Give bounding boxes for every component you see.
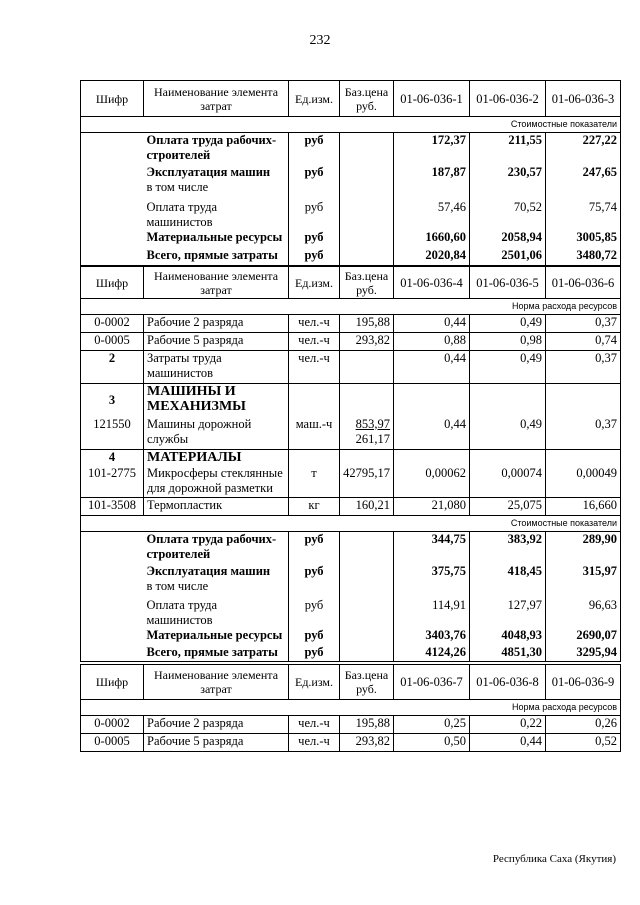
- row-value: 57,46: [394, 200, 470, 230]
- estimate-table-3: [80, 664, 621, 752]
- header-price: Баз.цена руб.: [340, 267, 394, 299]
- row-value: 127,97: [470, 598, 546, 628]
- row-value: 0,44: [394, 351, 470, 384]
- row-value: 0,37: [546, 315, 621, 333]
- row-name: Затраты труда машинистов: [144, 351, 289, 384]
- table-row: [81, 598, 621, 628]
- subheader-cost: Стоимостные показатели: [81, 516, 621, 532]
- row-value: 0,52: [546, 734, 621, 752]
- row-value: 0,49: [470, 315, 546, 333]
- table-row: [81, 230, 621, 248]
- row-name: в том числе: [146, 578, 209, 593]
- row-code: 121550: [81, 417, 144, 450]
- row-unit: руб: [289, 248, 340, 266]
- row-name: Термопластик: [144, 498, 289, 516]
- row-value: 4124,26: [394, 645, 470, 662]
- table-row: [81, 200, 621, 230]
- row-unit: маш.-ч: [289, 417, 340, 450]
- row-value: 2690,07: [546, 628, 621, 645]
- table-row: [81, 133, 621, 165]
- row-value: 70,52: [470, 200, 546, 230]
- row-value: 0,00074: [470, 466, 546, 498]
- row-unit: руб: [289, 564, 340, 579]
- table-row: [81, 564, 621, 579]
- row-code: 0-0005: [81, 734, 144, 752]
- row-name: Рабочие 5 разряда: [144, 333, 289, 351]
- row-price: 160,21: [340, 498, 394, 516]
- row-name: Оплата труда рабочих-строителей: [144, 133, 289, 165]
- row-value: 2020,84: [394, 248, 470, 266]
- row-value: 230,57: [470, 165, 546, 180]
- row-value: 0,44: [470, 734, 546, 752]
- row-unit: чел.-ч: [289, 315, 340, 333]
- row-unit: чел.-ч: [289, 351, 340, 384]
- header-col-5: 01-06-036-5: [470, 267, 546, 299]
- table-row: [81, 716, 621, 734]
- row-code: 0-0002: [81, 315, 144, 333]
- table-row: [81, 333, 621, 351]
- row-code: 2: [81, 351, 144, 384]
- header-col-4: 01-06-036-4: [394, 267, 470, 299]
- table-row: [81, 180, 621, 200]
- header-col-8: 01-06-036-8: [470, 665, 546, 700]
- row-code: 0-0002: [81, 716, 144, 734]
- row-name: Оплата труда рабочих-строителей: [144, 532, 289, 564]
- row-code: 101-3508: [81, 498, 144, 516]
- row-price: 853,97: [355, 416, 390, 431]
- header-name: Наименование элемента затрат: [144, 267, 289, 299]
- row-value: 4048,93: [470, 628, 546, 645]
- header-col-3: 01-06-036-3: [546, 81, 621, 117]
- table-row: [81, 532, 621, 564]
- row-value: 0,74: [546, 333, 621, 351]
- row-name: в том числе: [146, 179, 209, 194]
- row-value: 0,25: [394, 716, 470, 734]
- row-unit: руб: [289, 133, 340, 165]
- header-name: Наименование элемента затрат: [144, 81, 289, 117]
- table-row: [81, 315, 621, 333]
- row-unit: кг: [289, 498, 340, 516]
- row-value: 21,080: [394, 498, 470, 516]
- row-code: 0-0005: [81, 333, 144, 351]
- row-value: 172,37: [394, 133, 470, 165]
- row-name: МАТЕРИАЛЫ: [144, 450, 289, 466]
- row-code: 101-2775: [81, 466, 144, 498]
- row-value: 3005,85: [546, 230, 621, 248]
- row-name: Рабочие 2 разряда: [144, 315, 289, 333]
- row-price: 195,88: [340, 315, 394, 333]
- row-name: Эксплуатация машин: [146, 164, 271, 179]
- row-value: 247,65: [546, 165, 621, 180]
- row-name: МАШИНЫ И МЕХАНИЗМЫ: [144, 384, 289, 417]
- row-name: Рабочие 5 разряда: [144, 734, 289, 752]
- header-unit: Ед.изм.: [289, 267, 340, 299]
- row-value: 0,88: [394, 333, 470, 351]
- table-row: [81, 645, 621, 662]
- row-name: Материальные ресурсы: [146, 627, 283, 642]
- page-number: 232: [309, 33, 331, 48]
- row-value: 383,92: [470, 532, 546, 564]
- row-value: 0,49: [470, 351, 546, 384]
- row-name: Рабочие 2 разряда: [144, 716, 289, 734]
- subheader-norm: Норма расхода ресурсов: [81, 700, 621, 716]
- row-value: 25,075: [470, 498, 546, 516]
- row-value: 227,22: [546, 133, 621, 165]
- table-row: [81, 351, 621, 384]
- row-value: 289,90: [546, 532, 621, 564]
- header-col-2: 01-06-036-2: [470, 81, 546, 117]
- row-value: 0,22: [470, 716, 546, 734]
- row-value: 0,37: [546, 417, 621, 450]
- row-unit: чел.-ч: [289, 734, 340, 752]
- row-name: Микросферы стеклянные для дорожной разметки: [144, 466, 289, 498]
- row-name: Всего, прямые затраты: [144, 645, 289, 662]
- row-value: 0,37: [546, 351, 621, 384]
- table-row: [81, 165, 621, 180]
- row-unit: руб: [289, 645, 340, 662]
- table-row: [81, 450, 621, 466]
- row-value: 211,55: [470, 133, 546, 165]
- row-value: 0,00049: [546, 466, 621, 498]
- row-unit: чел.-ч: [289, 716, 340, 734]
- row-value: 0,44: [394, 417, 470, 450]
- header-col-6: 01-06-036-6: [546, 267, 621, 299]
- subheader-norm: Норма расхода ресурсов: [81, 299, 621, 315]
- row-unit: руб: [289, 628, 340, 645]
- row-code: 4: [81, 450, 144, 466]
- table-row: [81, 384, 621, 417]
- header-code: Шифр: [81, 665, 144, 700]
- header-col-1: 01-06-036-1: [394, 81, 470, 117]
- row-value: 3295,94: [546, 645, 621, 662]
- row-value: 418,45: [470, 564, 546, 579]
- row-name: Оплата труда машинистов: [146, 199, 218, 229]
- row-value: 2501,06: [470, 248, 546, 266]
- row-name: Всего, прямые затраты: [144, 248, 289, 266]
- row-value: 344,75: [394, 532, 470, 564]
- header-price: Баз.цена руб.: [340, 81, 394, 117]
- table-row: [81, 466, 621, 498]
- footer-region: Республика Саха (Якутия): [492, 853, 616, 865]
- row-value: 16,660: [546, 498, 621, 516]
- row-unit: руб: [289, 165, 340, 180]
- row-unit: т: [289, 466, 340, 498]
- row-unit: чел.-ч: [289, 333, 340, 351]
- subheader-cost: Стоимостные показатели: [81, 117, 621, 133]
- row-value: 375,75: [394, 564, 470, 579]
- table-row: [81, 498, 621, 516]
- row-value: 1660,60: [394, 230, 470, 248]
- row-name: Оплата труда машинистов: [146, 597, 218, 627]
- row-unit: руб: [289, 230, 340, 248]
- estimate-table-1: [80, 80, 621, 266]
- row-name: Машины дорожной службы: [144, 417, 289, 450]
- row-value: 96,63: [546, 598, 621, 628]
- header-name: Наименование элемента затрат: [144, 665, 289, 700]
- row-unit: руб: [289, 598, 340, 628]
- row-value: 187,87: [394, 165, 470, 180]
- header-price: Баз.цена руб.: [340, 665, 394, 700]
- estimate-table-2: [80, 266, 621, 662]
- row-value: 0,49: [470, 417, 546, 450]
- header-unit: Ед.изм.: [289, 665, 340, 700]
- row-value: 0,50: [394, 734, 470, 752]
- row-value: 3480,72: [546, 248, 621, 266]
- header-col-7: 01-06-036-7: [394, 665, 470, 700]
- table-row: [81, 248, 621, 266]
- table-row: [81, 579, 621, 598]
- row-price: 42795,17: [340, 466, 394, 498]
- row-price-2: 261,17: [355, 431, 390, 446]
- row-value: 3403,76: [394, 628, 470, 645]
- row-value: 2058,94: [470, 230, 546, 248]
- row-unit: руб: [289, 200, 340, 230]
- row-price: 293,82: [340, 734, 394, 752]
- row-price: 293,82: [340, 333, 394, 351]
- row-name: Материальные ресурсы: [146, 229, 283, 244]
- row-code: 3: [81, 384, 144, 417]
- table-row: [81, 628, 621, 645]
- row-price: 195,88: [340, 716, 394, 734]
- table-row: [81, 734, 621, 752]
- header-unit: Ед.изм.: [289, 81, 340, 117]
- row-value: 0,00062: [394, 466, 470, 498]
- row-unit: руб: [289, 532, 340, 564]
- row-value: 0,98: [470, 333, 546, 351]
- row-value: 315,97: [546, 564, 621, 579]
- row-value: 0,44: [394, 315, 470, 333]
- row-value: 0,26: [546, 716, 621, 734]
- header-col-9: 01-06-036-9: [546, 665, 621, 700]
- row-value: 4851,30: [470, 645, 546, 662]
- header-code: Шифр: [81, 267, 144, 299]
- row-value: 75,74: [546, 200, 621, 230]
- table-row: [81, 417, 621, 450]
- row-value: 114,91: [394, 598, 470, 628]
- header-code: Шифр: [81, 81, 144, 117]
- row-name: Эксплуатация машин: [146, 563, 271, 578]
